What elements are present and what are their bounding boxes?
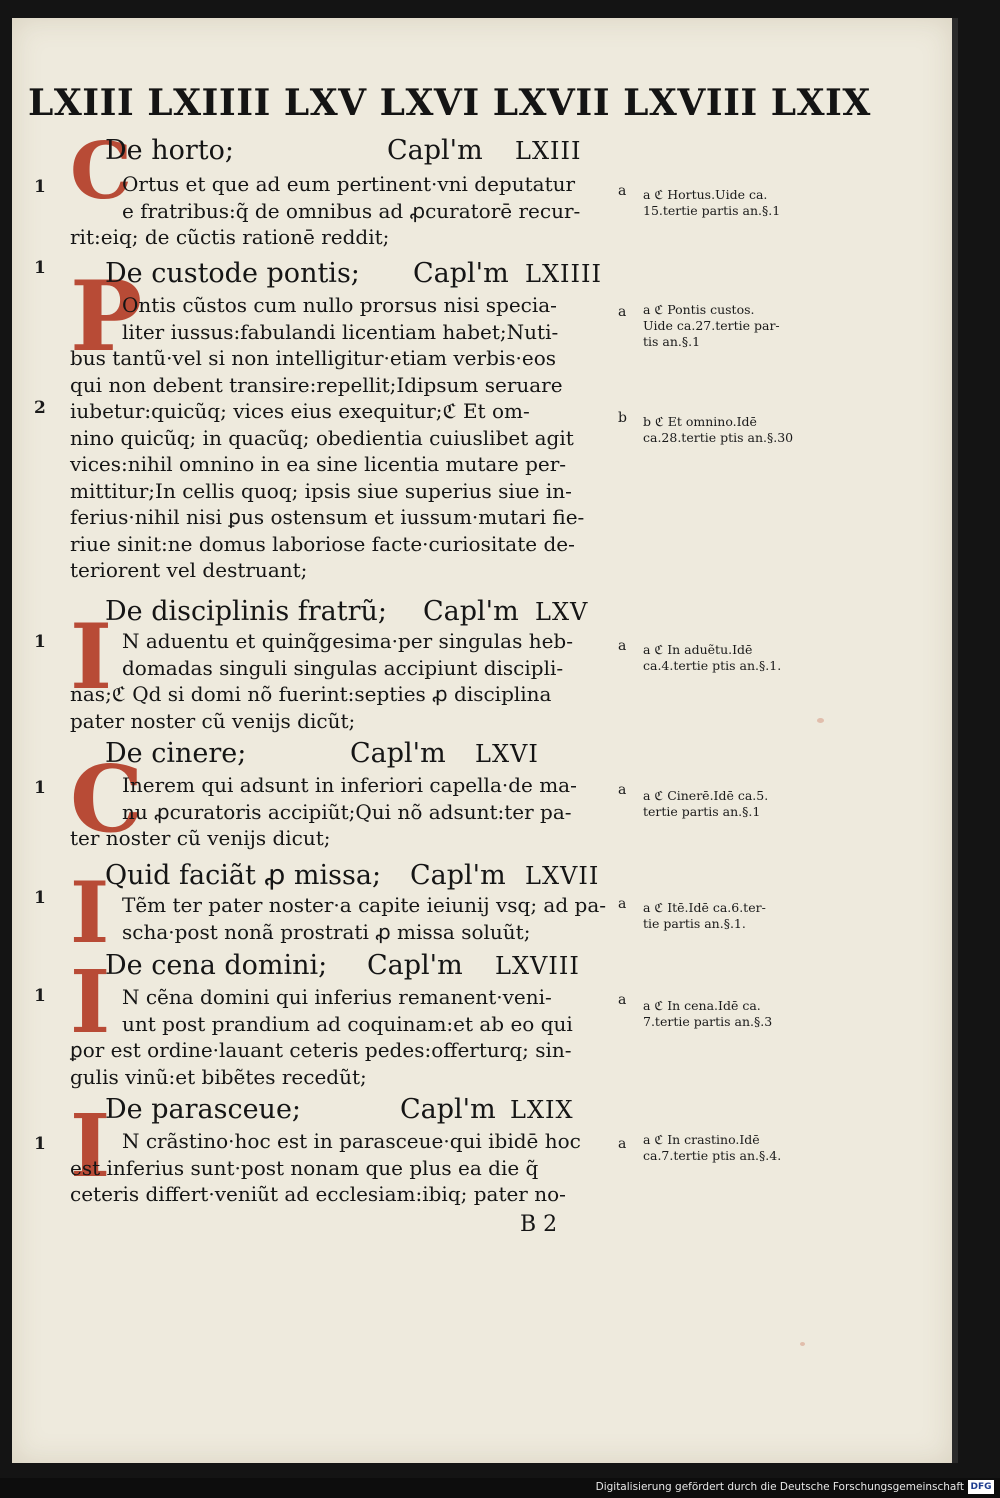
text-line: N crãstino·hoc est in parasceue·qui ibidē hoc: [122, 1129, 581, 1153]
margin-note: [643, 414, 813, 446]
initial-letter: I: [70, 604, 113, 710]
note-line: tis an.§.1: [643, 334, 701, 349]
page-edge: [952, 18, 958, 1463]
text-line: ferius·nihil nisi ꝑus ostensum et iussum·mutari fie-: [70, 505, 585, 529]
margin-number: 1: [34, 632, 46, 652]
note-line: a ℭ Cinerē.Idē ca.5.: [643, 788, 769, 803]
chapter-heading: [105, 135, 625, 171]
margin-number: 1: [34, 986, 46, 1006]
chapter-text: [70, 772, 615, 852]
quire-signature: B 2: [520, 1212, 558, 1237]
chapter-title: De parasceue;: [105, 1094, 302, 1125]
text-line: est inferius sunt·post nonam que plus ea die q̃: [70, 1155, 539, 1180]
initial-letter: C: [70, 745, 144, 853]
chapter-text: [70, 292, 615, 584]
chapter-title: De horto;: [105, 135, 234, 166]
text-line: riue sinit:ne domus laboriose facte·curiositate de-: [70, 531, 575, 556]
note-line: b ℭ Et omnino.Idē: [643, 414, 757, 429]
chapter-cap-label: Capl'm: [367, 950, 463, 981]
chapter-title: De disciplinis fratrũ;: [105, 596, 387, 627]
running-head: LXIII LXIIII LXV LXVI LXVII LXVIII LXIX: [28, 82, 871, 124]
chapter-title: De cena domini;: [105, 950, 328, 981]
chapter-cap-label: Capl'm: [350, 738, 446, 769]
text-line: N aduentu et quinq̃gesima·per singulas heb-: [122, 629, 573, 653]
text-line: Tẽm ter pater noster·a capite ieiunij vsq; ad pa-: [122, 893, 606, 917]
note-line: tertie partis an.§.1: [643, 804, 761, 819]
note-marker: b: [618, 410, 627, 426]
note-line: a ℭ In crastino.Idē: [643, 1132, 760, 1147]
chapter-number: LXIIII: [525, 260, 602, 288]
chapter-heading: [105, 1094, 625, 1130]
margin-note: [643, 900, 813, 932]
margin-note: [643, 302, 813, 350]
initial-letter: I: [70, 952, 111, 1053]
note-line: 15.tertie partis an.§.1: [643, 203, 781, 218]
note-line: a ℭ In cena.Idē ca.: [643, 998, 761, 1013]
note-marker: a: [618, 304, 627, 320]
text-line: nas;ℭ Qd si domi nõ fuerint:septies ꝓ disciplina: [70, 682, 552, 706]
margin-note: [643, 788, 813, 820]
red-stain: [817, 718, 824, 723]
margin-number: 1: [34, 1134, 46, 1154]
text-line: ceteris differt·veniũt ad ecclesiam:ibiq; pater no-: [70, 1182, 566, 1206]
note-marker: a: [618, 992, 627, 1008]
text-line: Ontis cũstos cum nullo prorsus nisi specia-: [122, 293, 557, 317]
chapter-text: [70, 171, 615, 251]
chapter-number: LXIII: [515, 137, 582, 165]
chapter-cap-label: Capl'm: [410, 860, 506, 891]
note-line: a ℭ Hortus.Uide ca.: [643, 187, 768, 202]
text-line: nino quicũq; in quacũq; obedientia cuiuslibet agit: [70, 425, 574, 450]
note-marker: a: [618, 896, 627, 912]
text-line: ter noster cũ venijs dicut;: [70, 826, 331, 850]
chapter-heading: [105, 738, 625, 774]
note-line: a ℭ Pontis custos.: [643, 302, 755, 317]
note-line: Uide ca.27.tertie par-: [643, 318, 780, 333]
initial-letter: I: [70, 863, 110, 962]
text-line: rit:eiq; de cũctis rationē reddit;: [70, 225, 390, 249]
text-line: liter iussus:fabulandi licentiam habet;Nuti-: [122, 319, 559, 344]
chapter-number: LXVI: [475, 740, 539, 768]
red-stain: [800, 1342, 805, 1346]
note-line: ca.28.tertie ptis an.§.30: [643, 430, 794, 445]
margin-note: [643, 642, 813, 674]
chapter-heading: [105, 950, 625, 986]
chapter-title: De custode pontis;: [105, 258, 360, 289]
text-line: gulis vinũ:et bibẽtes recedũt;: [70, 1064, 367, 1089]
chapter-text: [70, 892, 615, 945]
dfg-logo-icon: DFG: [968, 1480, 994, 1494]
margin-note: [643, 1132, 813, 1164]
note-line: a ℭ Itē.Idē ca.6.ter-: [643, 900, 766, 915]
text-line: bus tantũ·vel si non intelligitur·etiam verbis·eos: [70, 346, 557, 370]
note-line: ca.4.tertie ptis an.§.1.: [643, 658, 782, 673]
text-line: ꝑor est ordine·lauant ceteris pedes:offerturq; sin-: [70, 1038, 572, 1062]
chapter-title: De cinere;: [105, 738, 247, 769]
text-line: iubetur:quicũq; vices eius exequitur;ℭ Et om-: [70, 399, 530, 423]
margin-number: 1: [34, 778, 46, 798]
text-line: Ortus et que ad eum pertinent·vni deputatur: [122, 172, 576, 196]
margin-number: 2: [34, 398, 46, 418]
chapter-heading: [105, 258, 625, 294]
text-line: e fratribus:q̃ de omnibus ad ꝓcuratorē recur-: [122, 198, 581, 223]
note-marker: a: [618, 183, 627, 199]
funding-credit: Digitalisierung gefördert durch die Deutsche Forschungsgemeinschaft: [595, 1481, 964, 1493]
chapter-cap-label: Capl'm: [387, 135, 483, 166]
chapter-cap-label: Capl'm: [423, 596, 519, 627]
text-line: nu ꝓcuratoris accipiũt;Qui nõ adsunt:ter pa-: [122, 799, 572, 824]
note-line: 7.tertie partis an.§.3: [643, 1014, 773, 1029]
text-line: Inerem qui adsunt in inferiori capella·de ma-: [122, 773, 577, 797]
text-line: vices:nihil omnino in ea sine licentia mutare per-: [70, 452, 567, 476]
initial-letter: C: [70, 126, 133, 217]
text-line: mittitur;In cellis quoq; ipsis siue superius siue in-: [70, 478, 572, 503]
chapter-text: [70, 1128, 615, 1208]
text-line: domadas singuli singulas accipiunt discipli-: [122, 655, 564, 680]
note-line: tie partis an.§.1.: [643, 916, 746, 931]
chapter-heading: [105, 860, 625, 896]
chapter-text: [70, 984, 615, 1090]
note-marker: a: [618, 1136, 627, 1152]
chapter-number: LXIX: [510, 1096, 574, 1124]
text-line: N cẽna domini qui inferius remanent·veni-: [122, 985, 552, 1009]
text-line: qui non debent transire:repellit;Idipsum seruare: [70, 372, 563, 397]
chapter-text: [70, 628, 615, 734]
chapter-heading: [105, 596, 625, 632]
chapter-number: LXV: [535, 598, 589, 626]
margin-number: 1: [34, 258, 46, 278]
note-marker: a: [618, 638, 627, 654]
text-line: pater noster cũ venijs dicũt;: [70, 708, 356, 733]
text-line: unt post prandium ad coquinam:et ab eo qui: [122, 1011, 573, 1036]
note-line: a ℭ In aduẽtu.Idē: [643, 642, 753, 657]
initial-letter: P: [70, 260, 143, 373]
chapter-cap-label: Capl'm: [400, 1094, 496, 1125]
text-line: scha·post nonã prostrati ꝓ missa soluũt;: [122, 919, 531, 944]
margin-note: [643, 187, 813, 219]
margin-number: 1: [34, 177, 46, 197]
initial-letter: I: [70, 1096, 111, 1197]
chapter-cap-label: Capl'm: [413, 258, 509, 289]
note-marker: a: [618, 782, 627, 798]
chapter-number: LXVII: [525, 862, 600, 890]
note-line: ca.7.tertie ptis an.§.4.: [643, 1148, 782, 1163]
margin-number: 1: [34, 888, 46, 908]
chapter-number: LXVIII: [495, 952, 580, 980]
margin-note: [643, 998, 813, 1030]
chapter-title: Quid faciãt ꝓ missa;: [105, 860, 382, 891]
text-line: teriorent vel destruant;: [70, 558, 308, 582]
